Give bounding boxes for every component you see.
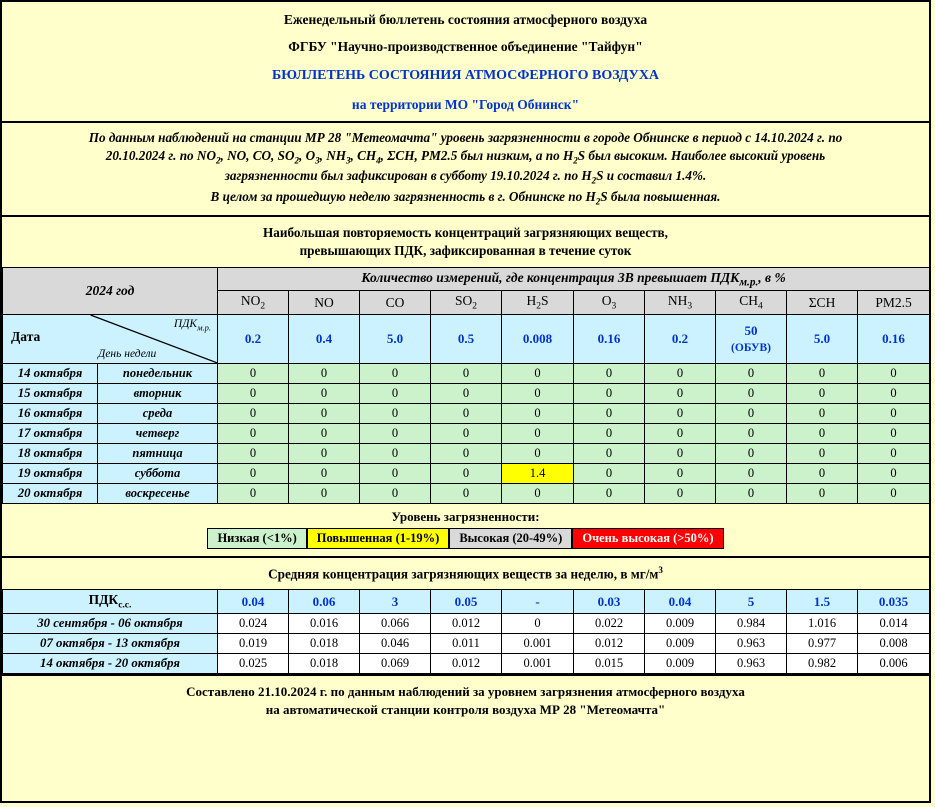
row-date: 14 октября [3, 364, 98, 384]
cell-nh3: 0 [645, 364, 716, 384]
cell-h2s: 1.4 [502, 464, 574, 484]
table-row [3, 634, 930, 654]
page-title: БЮЛЛЕТЕНЬ СОСТОЯНИЯ АТМОСФЕРНОГО ВОЗДУХА [271, 68, 660, 83]
cell-no2: 0 [218, 444, 289, 464]
pdk-value-nh3: 0.2 [645, 315, 716, 364]
cell-sch: 0 [787, 424, 858, 444]
cell-no: 0 [289, 484, 360, 504]
cell-nh3: 0 [645, 404, 716, 424]
pdk-value-co: 5.0 [360, 315, 431, 364]
legend-item-high: Высокая (20-49%) [449, 528, 572, 549]
cell-sch: 1.016 [787, 614, 858, 634]
year-label: 2024 год [3, 267, 218, 314]
cell-pm25: 0 [858, 444, 930, 464]
cell-no: 0.016 [289, 614, 360, 634]
table-row [3, 364, 930, 384]
row-period: 07 октября - 13 октября [3, 634, 218, 654]
document-footer [2, 676, 929, 724]
pdk-value-o3: 0.16 [574, 315, 645, 364]
cell-ch4: 0 [716, 464, 787, 484]
cell-co: 0.066 [360, 614, 431, 634]
cell-sch: 0 [787, 464, 858, 484]
pdk-value-pm25: 0.16 [858, 315, 930, 364]
row-dow: среда [98, 404, 218, 424]
cell-no2: 0.025 [218, 654, 289, 674]
cell-h2s: 0 [502, 444, 574, 464]
pdkss-value-co: 3 [360, 590, 431, 614]
footer-line-1: Составлено 21.10.2024 г. по данным наблюдений за уровнем загрязнения атмосферного воздуха [186, 684, 745, 700]
row-date: 17 октября [3, 424, 98, 444]
table-row [3, 404, 930, 424]
cell-pm25: 0 [858, 484, 930, 504]
legend-title: Уровень загрязненности: [391, 509, 540, 525]
cell-h2s: 0.001 [502, 634, 574, 654]
cell-nh3: 0.009 [645, 654, 716, 674]
cell-sch: 0 [787, 404, 858, 424]
cell-ch4: 0 [716, 404, 787, 424]
substance-ch4: $CH_4$ [716, 291, 787, 315]
table1-pdk-row [3, 315, 930, 364]
pdkss-value-h2s: - [502, 590, 574, 614]
cell-sch: 0 [787, 484, 858, 504]
cell-so2: 0 [431, 404, 502, 424]
cell-sch: 0 [787, 364, 858, 384]
summary-paragraph [2, 123, 929, 215]
legend-items [2, 528, 929, 556]
cell-o3: 0 [574, 464, 645, 484]
cell-co: 0 [360, 424, 431, 444]
summary-line-2: 20.10.2024 г. по $NO_2$, NO, CO, $SO_2$, $O_3$, $NH_3$, $CH_4$, ΣCH, PM2.5 был низким, а по $H_2S$ был высоким. Наиболее высокий уровень [105, 147, 826, 166]
cell-no2: 0 [218, 384, 289, 404]
frequency-table [2, 267, 930, 504]
cell-nh3: 0.009 [645, 614, 716, 634]
table2-pdk-row [3, 590, 930, 614]
row-date: 20 октября [3, 484, 98, 504]
cell-nh3: 0 [645, 424, 716, 444]
cell-o3: 0 [574, 424, 645, 444]
pdkss-value-ch4: 5 [716, 590, 787, 614]
cell-ch4: 0 [716, 384, 787, 404]
row-dow: пятница [98, 444, 218, 464]
cell-no: 0.018 [289, 634, 360, 654]
cell-no2: 0 [218, 484, 289, 504]
cell-no2: 0 [218, 404, 289, 424]
cell-no: 0 [289, 404, 360, 424]
cell-pm25: 0 [858, 464, 930, 484]
pdk-corner-cell [3, 315, 218, 364]
cell-no: 0 [289, 424, 360, 444]
cell-co: 0 [360, 404, 431, 424]
cell-so2: 0.011 [431, 634, 502, 654]
pdk-ch4-note: (ОБУВ) [731, 342, 771, 355]
pdk-ss-label: $ПДК_{с.с.}$ [3, 590, 218, 614]
cell-h2s: 0 [502, 384, 574, 404]
pdk-value-h2s: 0.008 [502, 315, 574, 364]
pdk-value-sch: 5.0 [787, 315, 858, 364]
substance-o3: $O_3$ [574, 291, 645, 315]
cell-nh3: 0 [645, 464, 716, 484]
cell-h2s: 0 [502, 484, 574, 504]
pdk-value-ch4: 50 (ОБУВ) [716, 315, 787, 364]
footer-line-2: на автоматической станции контроля воздуха МР 28 "Метеомачта" [265, 701, 666, 717]
pdk-value-no: 0.4 [289, 315, 360, 364]
cell-pm25: 0 [858, 364, 930, 384]
cell-so2: 0 [431, 424, 502, 444]
table1-subtitle [2, 217, 929, 266]
table-row [3, 384, 930, 404]
cell-no: 0 [289, 444, 360, 464]
table-row [3, 484, 930, 504]
cell-co: 0.069 [360, 654, 431, 674]
cell-so2: 0 [431, 384, 502, 404]
cell-so2: 0.012 [431, 614, 502, 634]
cell-sch: 0 [787, 444, 858, 464]
cell-ch4: 0.963 [716, 634, 787, 654]
cell-ch4: 0 [716, 424, 787, 444]
table-row [3, 654, 930, 674]
cell-pm25: 0.008 [858, 634, 930, 654]
cell-h2s: 0.001 [502, 654, 574, 674]
pdkss-value-no: 0.06 [289, 590, 360, 614]
row-period: 30 сентября - 06 октября [3, 614, 218, 634]
cell-o3: 0 [574, 444, 645, 464]
substance-pm25: PM2.5 [858, 291, 930, 315]
cell-pm25: 0.014 [858, 614, 930, 634]
cell-pm25: 0 [858, 424, 930, 444]
cell-o3: 0 [574, 364, 645, 384]
table2-title: Средняя концентрация загрязняющих веществ за неделю, в $мг/м^3$ [268, 565, 663, 582]
header-line-2: ФГБУ "Научно-производственное объединение "Тайфун" [288, 39, 643, 54]
row-date: 19 октября [3, 464, 98, 484]
cell-ch4: 0 [716, 484, 787, 504]
cell-so2: 0 [431, 444, 502, 464]
cell-ch4: 0 [716, 444, 787, 464]
cell-co: 0 [360, 364, 431, 384]
row-dow: воскресенье [98, 484, 218, 504]
cell-pm25: 0.006 [858, 654, 930, 674]
cell-no2: 0.024 [218, 614, 289, 634]
substance-sch: ΣCH [787, 291, 858, 315]
cell-h2s: 0 [502, 424, 574, 444]
substance-no2: $NO_2$ [218, 291, 289, 315]
row-date: 18 октября [3, 444, 98, 464]
cell-sch: 0.977 [787, 634, 858, 654]
cell-nh3: 0 [645, 384, 716, 404]
table1-header-row-1 [3, 267, 930, 291]
cell-o3: 0.012 [574, 634, 645, 654]
document-header [2, 2, 929, 121]
cell-co: 0.046 [360, 634, 431, 654]
cell-sch: 0 [787, 384, 858, 404]
row-date: 15 октября [3, 384, 98, 404]
summary-line-3: загрязненности был зафиксирован в субботу 19.10.2024 г. по $H_2S$ и составил 1.4%. [224, 168, 707, 186]
cell-co: 0 [360, 484, 431, 504]
cell-sch: 0.982 [787, 654, 858, 674]
substance-nh3: $NH_3$ [645, 291, 716, 315]
substance-so2: $SO_2$ [431, 291, 502, 315]
legend [2, 504, 929, 556]
substance-co: CO [360, 291, 431, 315]
substance-no: NO [289, 291, 360, 315]
table1-subtitle-line-2: превышающих ПДК, зафиксированная в течение суток [299, 242, 632, 258]
cell-so2: 0 [431, 364, 502, 384]
cell-o3: 0 [574, 404, 645, 424]
summary-line-4: В целом за прошедшую неделю загрязненность в г. Обнинске по $H_2S$ была повышенная. [210, 188, 721, 207]
cell-ch4: 0.963 [716, 654, 787, 674]
row-dow: вторник [98, 384, 218, 404]
cell-nh3: 0.009 [645, 634, 716, 654]
summary-line-1: По данным наблюдений на станции МР 28 "Метеомачта" уровень загрязненности в городе Обнинске в период с 14.10.2024 г. по [88, 130, 843, 145]
cell-co: 0 [360, 464, 431, 484]
cell-o3: 0.015 [574, 654, 645, 674]
pdkss-value-pm25: 0.035 [858, 590, 930, 614]
cell-h2s: 0 [502, 404, 574, 424]
cell-no2: 0 [218, 464, 289, 484]
pdk-value-no2: 0.2 [218, 315, 289, 364]
cell-pm25: 0 [858, 384, 930, 404]
pdkss-value-no2: 0.04 [218, 590, 289, 614]
cell-nh3: 0 [645, 444, 716, 464]
cell-co: 0 [360, 444, 431, 464]
row-dow: понедельник [98, 364, 218, 384]
table-row [3, 444, 930, 464]
table-row [3, 424, 930, 444]
pdkss-value-nh3: 0.04 [645, 590, 716, 614]
legend-item-very-high: Очень высокая (>50%) [572, 528, 723, 549]
cell-o3: 0 [574, 484, 645, 504]
table-row [3, 464, 930, 484]
table-row [3, 614, 930, 634]
pdkss-value-so2: 0.05 [431, 590, 502, 614]
cell-no2: 0 [218, 424, 289, 444]
average-concentration-table [2, 589, 930, 674]
row-dow: суббота [98, 464, 218, 484]
header-line-1: Еженедельный бюллетень состояния атмосферного воздуха [283, 12, 648, 27]
cell-no: 0.018 [289, 654, 360, 674]
pdkss-value-sch: 1.5 [787, 590, 858, 614]
cell-no: 0 [289, 464, 360, 484]
count-title: Количество измерений, где концентрация ЗВ превышает $ПДК_{м.р.}$, в % [218, 267, 930, 291]
cell-so2: 0 [431, 464, 502, 484]
table1-subtitle-line-1: Наибольшая повторяемость концентраций загрязняющих веществ, [263, 225, 668, 241]
pdk-mr-header-label: $ПДК_{м.р.}$ [173, 318, 212, 333]
cell-no2: 0.019 [218, 634, 289, 654]
cell-co: 0 [360, 384, 431, 404]
pdk-value-so2: 0.5 [431, 315, 502, 364]
substance-h2s: $H_2S$ [502, 291, 574, 315]
cell-so2: 0 [431, 484, 502, 504]
cell-so2: 0.012 [431, 654, 502, 674]
cell-no: 0 [289, 384, 360, 404]
row-period: 14 октября - 20 октября [3, 654, 218, 674]
cell-no: 0 [289, 364, 360, 384]
cell-nh3: 0 [645, 484, 716, 504]
cell-ch4: 0.984 [716, 614, 787, 634]
cell-o3: 0 [574, 384, 645, 404]
cell-ch4: 0 [716, 364, 787, 384]
row-dow: четверг [98, 424, 218, 444]
legend-item-raised: Повышенная (1-19%) [307, 528, 450, 549]
page-subtitle: на территории МО "Город Обнинск" [351, 97, 580, 112]
date-header-label: Дата [11, 329, 41, 345]
row-date: 16 октября [3, 404, 98, 424]
cell-o3: 0.022 [574, 614, 645, 634]
pdkss-value-o3: 0.03 [574, 590, 645, 614]
legend-item-low: Низкая (<1%) [207, 528, 306, 549]
cell-no2: 0 [218, 364, 289, 384]
cell-h2s: 0 [502, 614, 574, 634]
cell-pm25: 0 [858, 404, 930, 424]
cell-h2s: 0 [502, 364, 574, 384]
dow-header-label: День недели [98, 348, 157, 361]
